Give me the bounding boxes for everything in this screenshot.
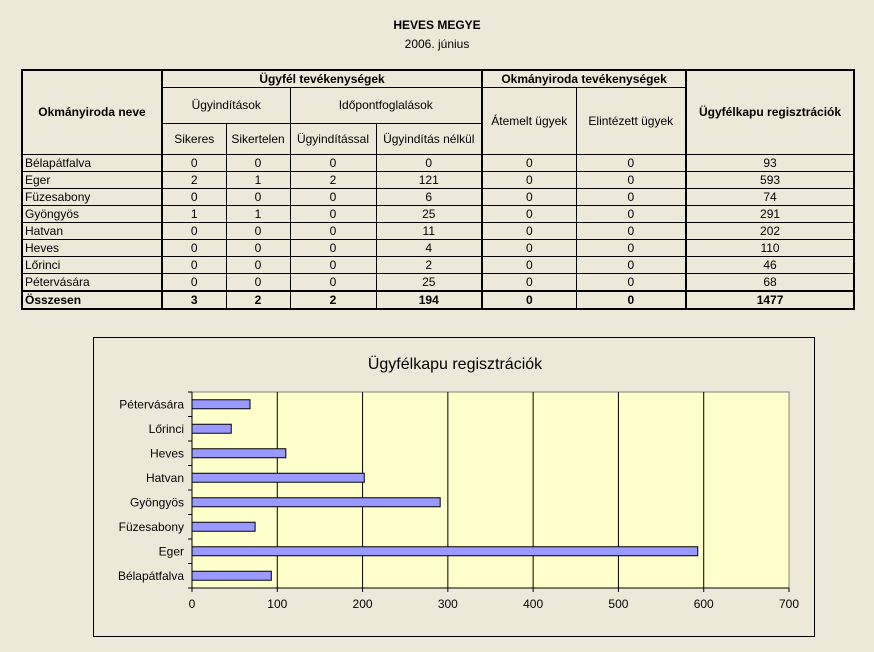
header-initiations: Ügyindítások (162, 88, 290, 124)
value-cell: 4 (376, 240, 482, 257)
value-cell: 0 (226, 240, 290, 257)
value-cell: 0 (576, 240, 686, 257)
category-label: Eger (158, 544, 184, 559)
category-label: Füzesabony (118, 519, 184, 534)
value-cell: 291 (686, 206, 854, 223)
value-cell: 74 (686, 189, 854, 206)
x-tick-label: 500 (608, 597, 629, 611)
table-row (22, 172, 854, 189)
header-appointments: Időpontfoglalások (290, 88, 482, 124)
value-cell: 0 (482, 240, 576, 257)
value-cell: 0 (290, 257, 376, 274)
value-cell: 2 (226, 291, 290, 309)
table-row (22, 206, 854, 223)
bar-bélapátfalva (192, 571, 271, 580)
header-client-activities: Ügyfél tevékenységek (162, 70, 482, 88)
header-settled: Elintézett ügyek (576, 88, 686, 155)
header-transferred: Átemelt ügyek (482, 88, 576, 155)
value-cell: 0 (226, 223, 290, 240)
value-cell: 0 (162, 274, 226, 292)
value-cell: 194 (376, 291, 482, 309)
category-label: Hatvan (145, 470, 184, 485)
x-tick-label: 200 (352, 597, 373, 611)
value-cell: 1 (162, 206, 226, 223)
value-cell: 0 (482, 257, 576, 274)
office-name-cell: Hatvan (22, 223, 162, 240)
value-cell: 93 (686, 155, 854, 172)
value-cell: 0 (226, 274, 290, 292)
value-cell: 0 (482, 223, 576, 240)
value-cell: 0 (576, 257, 686, 274)
x-tick-label: 0 (188, 597, 196, 611)
header-with-initiation: Ügyindítással (290, 124, 376, 155)
table-row (22, 257, 854, 274)
value-cell: 0 (226, 257, 290, 274)
value-cell: 0 (482, 291, 576, 309)
x-tick-label: 400 (523, 597, 544, 611)
value-cell: 0 (226, 155, 290, 172)
value-cell: 0 (576, 274, 686, 292)
office-name-cell: Füzesabony (22, 189, 162, 206)
value-cell: 0 (576, 155, 686, 172)
bar-füzesabony (192, 522, 255, 531)
value-cell: 0 (482, 274, 576, 292)
value-cell: 593 (686, 172, 854, 189)
value-cell: 0 (576, 206, 686, 223)
value-cell: 0 (576, 189, 686, 206)
value-cell: 6 (376, 189, 482, 206)
value-cell: 11 (376, 223, 482, 240)
statistics-table (21, 69, 855, 310)
value-cell: 0 (162, 189, 226, 206)
value-cell: 0 (290, 206, 376, 223)
office-name-cell: Gyöngyös (22, 206, 162, 223)
value-cell: 0 (482, 206, 576, 223)
value-cell: 25 (376, 274, 482, 292)
header-portal-registrations: Ügyfélkapu regisztrációk (686, 70, 854, 155)
table-total-row (22, 291, 854, 309)
header-without-initiation: Ügyindítás nélkül (376, 124, 482, 155)
value-cell: 0 (482, 155, 576, 172)
office-name-cell: Eger (22, 172, 162, 189)
bar-hatvan (192, 473, 364, 482)
header-office-name: Okmányiroda neve (22, 70, 162, 155)
bar-gyöngyös (192, 498, 440, 507)
value-cell: 2 (290, 291, 376, 309)
table-row (22, 240, 854, 257)
value-cell: 46 (686, 257, 854, 274)
value-cell: 110 (686, 240, 854, 257)
table-body (22, 155, 854, 310)
value-cell: 0 (162, 257, 226, 274)
value-cell: 0 (162, 223, 226, 240)
x-tick-label: 700 (778, 597, 800, 611)
bar-heves (192, 449, 286, 458)
bar-pétervására (192, 400, 250, 409)
value-cell: 2 (376, 257, 482, 274)
value-cell: 1 (226, 172, 290, 189)
category-label: Gyöngyös (129, 495, 184, 510)
value-cell: 0 (290, 274, 376, 292)
value-cell: 0 (376, 155, 482, 172)
chart-panel (93, 337, 815, 637)
plot-area (192, 392, 789, 588)
value-cell: 0 (290, 240, 376, 257)
x-tick-label: 300 (437, 597, 458, 611)
value-cell: 202 (686, 223, 854, 240)
value-cell: 0 (576, 172, 686, 189)
value-cell: 3 (162, 291, 226, 309)
table-row (22, 274, 854, 292)
bar-eger (192, 547, 698, 556)
category-label: Heves (149, 446, 184, 461)
value-cell: 0 (576, 223, 686, 240)
x-tick-label: 600 (693, 597, 714, 611)
value-cell: 1 (226, 206, 290, 223)
table-row (22, 155, 854, 172)
page-subtitle: 2006. június (404, 37, 470, 51)
value-cell: 0 (226, 189, 290, 206)
value-cell: 0 (482, 172, 576, 189)
value-cell: 0 (290, 223, 376, 240)
value-cell: 68 (686, 274, 854, 292)
table-row (22, 223, 854, 240)
value-cell: 0 (162, 240, 226, 257)
header-success: Sikeres (162, 124, 226, 155)
value-cell: 121 (376, 172, 482, 189)
value-cell: 1477 (686, 291, 854, 309)
value-cell: 0 (482, 189, 576, 206)
office-name-cell: Bélapátfalva (22, 155, 162, 172)
office-name-cell: Pétervására (22, 274, 162, 292)
value-cell: 2 (290, 172, 376, 189)
value-cell: 0 (162, 155, 226, 172)
value-cell: 0 (576, 291, 686, 309)
office-name-cell: Összesen (22, 291, 162, 309)
value-cell: 2 (162, 172, 226, 189)
value-cell: 25 (376, 206, 482, 223)
x-tick-label: 100 (267, 597, 288, 611)
chart-title: Ügyfélkapu regisztrációk (367, 356, 543, 373)
page-title: HEVES MEGYE (393, 18, 481, 32)
header-fail: Sikertelen (226, 124, 290, 155)
value-cell: 0 (290, 155, 376, 172)
category-label: Bélapátfalva (117, 568, 184, 583)
table-row (22, 189, 854, 206)
office-name-cell: Heves (22, 240, 162, 257)
category-label: Lőrinci (148, 421, 184, 436)
bar-lőrinci (192, 424, 231, 433)
office-name-cell: Lőrinci (22, 257, 162, 274)
header-office-activities: Okmányiroda tevékenységek (482, 70, 686, 88)
category-label: Pétervására (119, 397, 184, 412)
bar-chart (94, 338, 816, 638)
value-cell: 0 (290, 189, 376, 206)
